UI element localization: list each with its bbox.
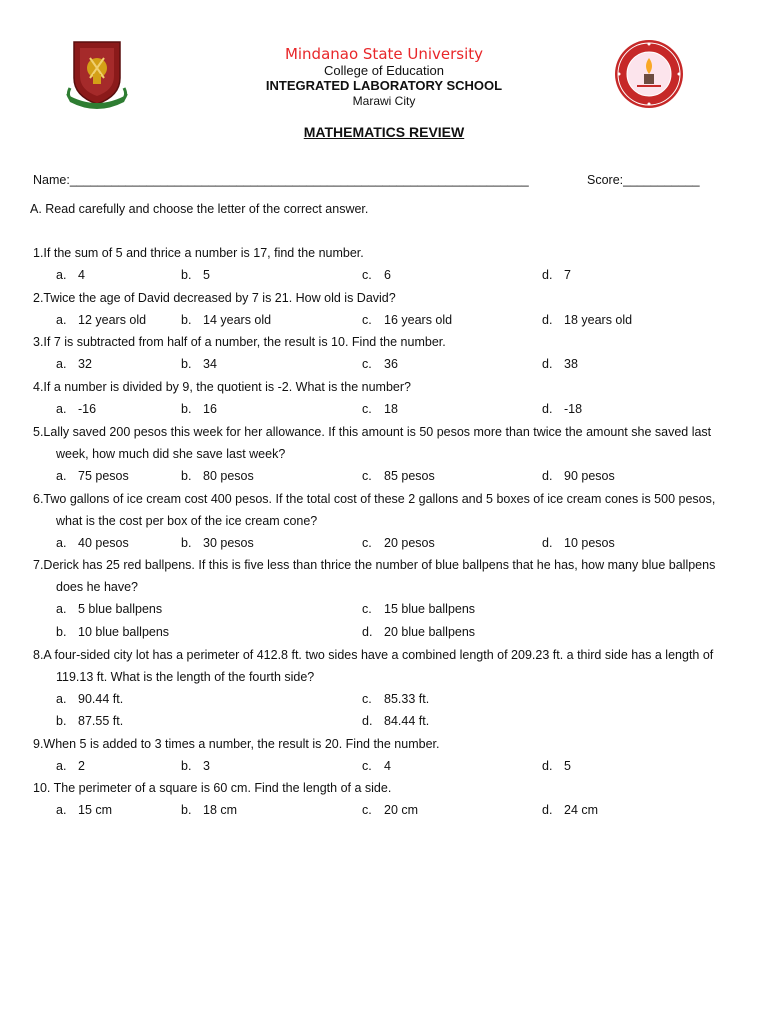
option-text: 30 pesos [203, 536, 254, 550]
answer-option[interactable] [181, 313, 271, 327]
option-letter: b. [181, 357, 192, 371]
option-text: 87.55 ft. [78, 714, 124, 728]
option-text: 18 years old [564, 313, 633, 327]
option-letter: c. [362, 602, 372, 616]
answer-option[interactable] [56, 268, 85, 282]
answer-option[interactable] [181, 357, 217, 371]
option-text: 80 pesos [203, 469, 254, 483]
option-text: 5 [564, 759, 571, 773]
option-letter: b. [181, 469, 192, 483]
option-text: 18 [384, 402, 398, 416]
option-letter: a. [56, 357, 67, 371]
answer-option[interactable] [56, 536, 129, 550]
option-letter: b. [56, 714, 67, 728]
option-letter: c. [362, 536, 372, 550]
option-letter: a. [56, 692, 67, 706]
question-2: 2.Twice the age of David decreased by 7 is 21. How old is David? [33, 291, 396, 305]
answer-option[interactable] [56, 602, 162, 616]
option-letter: c. [362, 469, 372, 483]
option-text: 90.44 ft. [78, 692, 124, 706]
option-text: 12 years old [78, 313, 147, 327]
option-letter: a. [56, 536, 67, 550]
option-text: 6 [384, 268, 391, 282]
page-title: MATHEMATICS REVIEW [303, 124, 465, 140]
answer-option[interactable] [542, 469, 615, 483]
answer-option[interactable] [56, 313, 146, 327]
answer-option[interactable] [362, 714, 429, 728]
option-letter: c. [362, 759, 372, 773]
question-7-continuation: does he have? [56, 580, 139, 594]
answer-option[interactable] [542, 759, 571, 773]
question-8: 8.A four-sided city lot has a perimeter of 412.8 ft. two sides have a combined length of 209.23 ft. a third side has a length of [33, 648, 714, 662]
answer-option[interactable] [56, 625, 169, 639]
answer-option[interactable] [56, 402, 96, 416]
question-3: 3.If 7 is subtracted from half of a number, the result is 10. Find the number. [33, 335, 446, 349]
option-letter: d. [542, 357, 553, 371]
option-letter: a. [56, 313, 67, 327]
option-letter: d. [542, 469, 553, 483]
option-text: 38 [564, 357, 578, 371]
answer-option[interactable] [542, 803, 598, 817]
option-text: 7 [564, 268, 571, 282]
score-field-line[interactable]: Score:___________ [587, 173, 700, 187]
answer-option[interactable] [56, 469, 129, 483]
option-letter: c. [362, 803, 372, 817]
option-letter: d. [542, 268, 553, 282]
answer-option[interactable] [362, 759, 391, 773]
option-letter: a. [56, 803, 67, 817]
answer-option[interactable] [542, 536, 615, 550]
option-letter: d. [542, 313, 553, 327]
option-text: 32 [78, 357, 92, 371]
answer-option[interactable] [542, 357, 578, 371]
answer-option[interactable] [362, 692, 429, 706]
answer-option[interactable] [56, 692, 123, 706]
option-text: 36 [384, 357, 398, 371]
option-text: 90 pesos [564, 469, 615, 483]
option-letter: c. [362, 402, 372, 416]
answer-option[interactable] [181, 469, 254, 483]
option-letter: b. [181, 536, 192, 550]
option-letter: c. [362, 313, 372, 327]
answer-option[interactable] [181, 268, 210, 282]
option-text: 18 cm [203, 803, 238, 817]
option-letter: b. [181, 313, 192, 327]
school-name: INTEGRATED LABORATORY SCHOOL [265, 78, 503, 93]
option-letter: b. [181, 759, 192, 773]
option-letter: a. [56, 268, 67, 282]
question-6-continuation: what is the cost per box of the ice cream cone? [56, 514, 318, 528]
option-text: 24 cm [564, 803, 599, 817]
answer-option[interactable] [56, 357, 92, 371]
option-text: 5 blue ballpens [78, 602, 163, 616]
option-text: 16 [203, 402, 217, 416]
option-text: 4 [78, 268, 85, 282]
answer-option[interactable] [362, 402, 398, 416]
question-9: 9.When 5 is added to 3 times a number, the result is 20. Find the number. [33, 737, 440, 751]
option-letter: c. [362, 692, 372, 706]
college-name: College of Education [324, 63, 444, 78]
answer-option[interactable] [56, 714, 123, 728]
question-4: 4.If a number is divided by 9, the quotient is -2. What is the number? [33, 380, 411, 394]
option-text: 75 pesos [78, 469, 129, 483]
answer-option[interactable] [362, 536, 435, 550]
option-text: 85.33 ft. [384, 692, 430, 706]
option-text: -18 [564, 402, 583, 416]
option-letter: d. [542, 536, 553, 550]
option-letter: a. [56, 402, 67, 416]
question-8-continuation: 119.13 ft. What is the length of the fourth side? [56, 670, 315, 684]
option-text: 5 [203, 268, 210, 282]
answer-option[interactable] [362, 803, 418, 817]
name-field-line[interactable]: Name:__________________________________________________________________ [33, 173, 529, 187]
option-letter: d. [542, 402, 553, 416]
question-5-continuation: week, how much did she save last week? [56, 447, 286, 461]
option-text: 4 [384, 759, 391, 773]
option-letter: a. [56, 469, 67, 483]
university-name: Mindanao State University [284, 45, 484, 63]
answer-option[interactable] [56, 803, 112, 817]
option-letter: d. [542, 759, 553, 773]
option-letter: a. [56, 759, 67, 773]
option-text: 2 [78, 759, 85, 773]
option-text: 15 blue ballpens [384, 602, 476, 616]
option-letter: b. [181, 803, 192, 817]
answer-option[interactable] [362, 625, 475, 639]
answer-option[interactable] [181, 536, 254, 550]
option-letter: b. [181, 268, 192, 282]
question-6: 6.Two gallons of ice cream cost 400 pesos. If the total cost of these 2 gallons and 5 boxes of ice cream cones is 500 pesos, [33, 492, 716, 506]
answer-option[interactable] [362, 357, 398, 371]
option-text: -16 [78, 402, 97, 416]
option-letter: c. [362, 357, 372, 371]
option-letter: d. [362, 714, 373, 728]
option-letter: c. [362, 268, 372, 282]
option-letter: a. [56, 602, 67, 616]
option-text: 10 blue ballpens [78, 625, 170, 639]
question-5: 5.Lally saved 200 pesos this week for her allowance. If this amount is 50 pesos more than twice the amount she saved last [33, 425, 712, 439]
answer-option[interactable] [362, 469, 435, 483]
option-letter: b. [181, 402, 192, 416]
option-text: 10 pesos [564, 536, 615, 550]
option-text: 20 blue ballpens [384, 625, 476, 639]
answer-option[interactable] [181, 402, 217, 416]
question-7: 7.Derick has 25 red ballpens. If this is five less than thrice the number of blue ballpens that he has, how many blue ballpens [33, 558, 716, 572]
option-letter: b. [56, 625, 67, 639]
answer-option[interactable] [362, 268, 391, 282]
option-text: 16 years old [384, 313, 453, 327]
answer-option[interactable] [181, 803, 237, 817]
option-text: 15 cm [78, 803, 113, 817]
instructions: A. Read carefully and choose the letter of the correct answer. [30, 202, 369, 216]
question-1: 1.If the sum of 5 and thrice a number is 17, find the number. [33, 246, 364, 260]
option-text: 20 pesos [384, 536, 435, 550]
answer-option[interactable] [362, 313, 452, 327]
answer-option[interactable] [181, 759, 210, 773]
question-10: 10. The perimeter of a square is 60 cm. Find the length of a side. [33, 781, 392, 795]
option-text: 34 [203, 357, 217, 371]
option-text: 85 pesos [384, 469, 435, 483]
option-text: 3 [203, 759, 210, 773]
option-text: 40 pesos [78, 536, 129, 550]
answer-option[interactable] [362, 602, 475, 616]
option-letter: d. [362, 625, 373, 639]
answer-option[interactable] [56, 759, 85, 773]
answer-option[interactable] [542, 268, 571, 282]
option-text: 20 cm [384, 803, 419, 817]
answer-option[interactable] [542, 402, 582, 416]
answer-option[interactable] [542, 313, 632, 327]
option-text: 84.44 ft. [384, 714, 430, 728]
city-name: Marawi City [352, 94, 416, 108]
option-text: 14 years old [203, 313, 272, 327]
option-letter: d. [542, 803, 553, 817]
